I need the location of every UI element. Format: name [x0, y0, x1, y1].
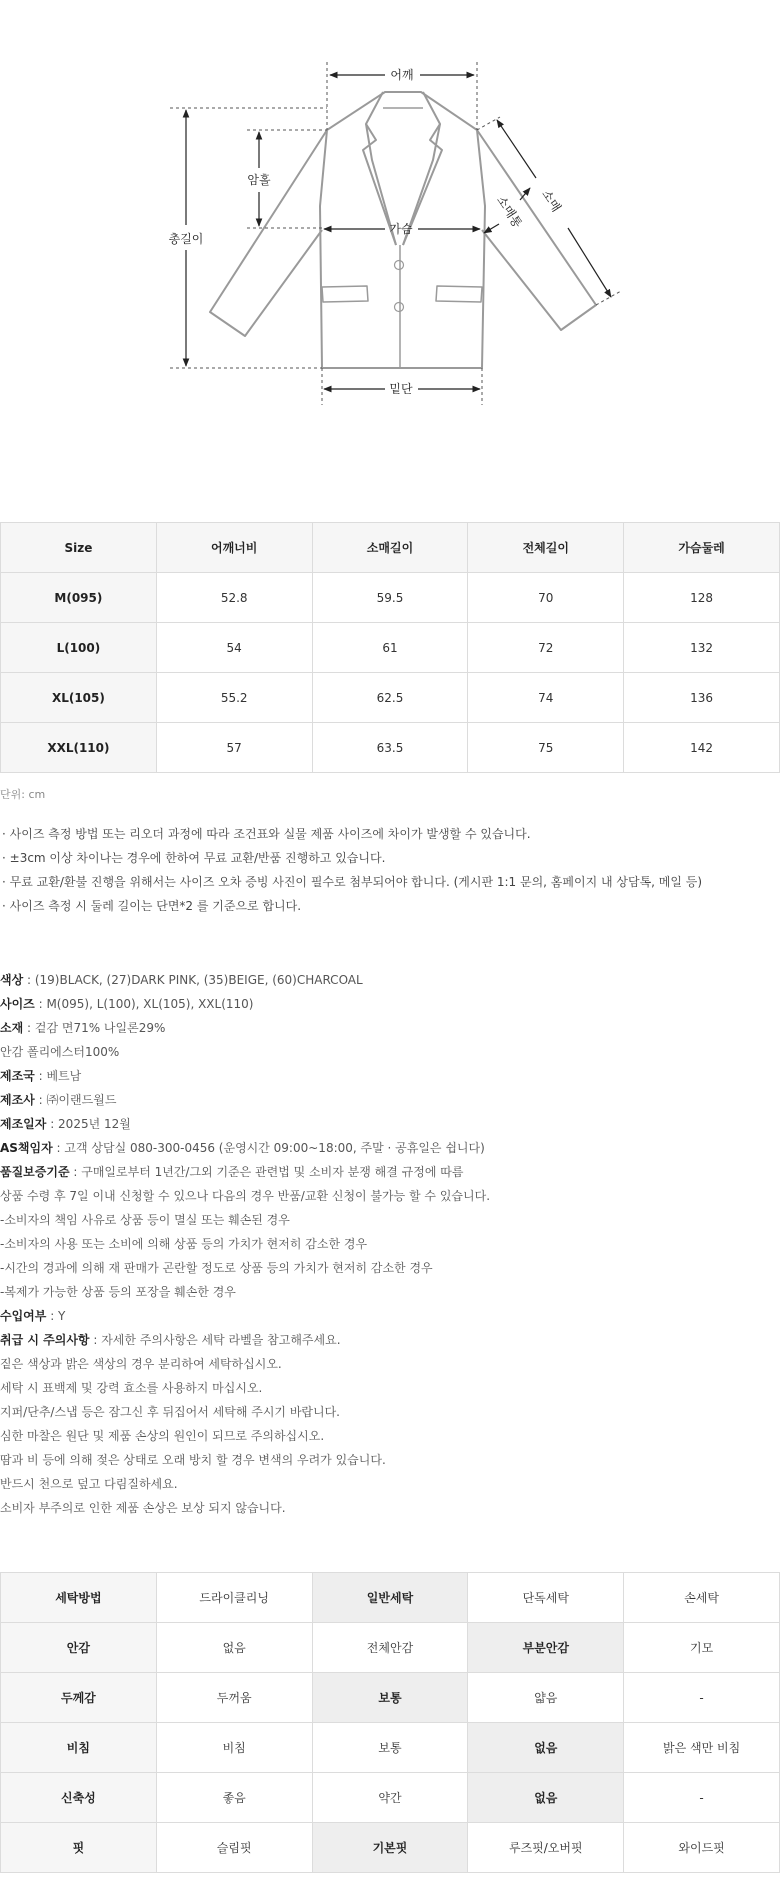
- info-line: [0, 1424, 490, 1448]
- info-line: [0, 992, 490, 1016]
- info-value: 반드시 천으로 덮고 다림질하세요.: [0, 1477, 178, 1491]
- info-value: 세탁 시 표백제 및 강력 효소를 사용하지 마십시오.: [0, 1381, 263, 1395]
- info-value: : Y: [46, 1309, 66, 1323]
- shoulder-label: 어깨: [390, 68, 414, 82]
- size-table: [0, 522, 780, 773]
- care-option: 단독세탁: [468, 1573, 624, 1623]
- info-label: 제조일자: [0, 1117, 47, 1131]
- armhole-label: 암홀: [247, 173, 271, 187]
- info-value: : 자세한 주의사항은 세탁 라벨을 참고해주세요.: [89, 1333, 341, 1347]
- info-line: [0, 1280, 490, 1304]
- info-line: [0, 968, 490, 992]
- value-cell: 136: [624, 673, 780, 723]
- care-attribute-label: 세탁방법: [1, 1573, 157, 1623]
- table-row: [1, 673, 780, 723]
- value-cell: 70: [468, 573, 624, 623]
- care-row: [1, 1723, 780, 1773]
- sleeve-label: 소매: [539, 187, 564, 215]
- info-line: [0, 1016, 490, 1040]
- value-cell: 52.8: [156, 573, 312, 623]
- info-line: [0, 1064, 490, 1088]
- product-info: [0, 968, 490, 1520]
- size-cell: L(100): [1, 623, 157, 673]
- value-cell: 57: [156, 723, 312, 773]
- size-table-header: [1, 523, 780, 573]
- info-value: -시간의 경과에 의해 재 판매가 곤란할 정도로 상품 등의 가치가 현저히 감소한 경우: [0, 1261, 433, 1275]
- info-line: [0, 1328, 490, 1352]
- info-value: 지퍼/단추/스냅 등은 잠그신 후 뒤집어서 세탁해 주시기 바랍니다.: [0, 1405, 340, 1419]
- value-cell: 128: [624, 573, 780, 623]
- chest-label: 가슴: [389, 222, 413, 236]
- care-row: [1, 1823, 780, 1873]
- care-option: 기모: [624, 1623, 780, 1673]
- sleeve-width-label: 소매통: [494, 193, 525, 231]
- info-value: : ㈜이랜드월드: [34, 1093, 117, 1107]
- info-line: [0, 1256, 490, 1280]
- info-line: [0, 1184, 490, 1208]
- info-value: : (19)BLACK, (27)DARK PINK, (35)BEIGE, (60)CHARCOAL: [23, 973, 363, 987]
- value-cell: 142: [624, 723, 780, 773]
- info-value: 심한 마찰은 원단 및 제품 손상의 원인이 되므로 주의하십시오.: [0, 1429, 325, 1443]
- care-option-selected: 일반세탁: [312, 1573, 468, 1623]
- care-option-selected: 보통: [312, 1673, 468, 1723]
- info-line: [0, 1496, 490, 1520]
- table-row: [1, 623, 780, 673]
- value-cell: 63.5: [312, 723, 468, 773]
- info-value: : 2025년 12월: [46, 1117, 131, 1131]
- info-line: [0, 1136, 490, 1160]
- value-cell: 75: [468, 723, 624, 773]
- info-line: [0, 1160, 490, 1184]
- size-cell: XXL(110): [1, 723, 157, 773]
- note-item: · 사이즈 측정 방법 또는 리오더 과정에 따라 조건표와 실물 제품 사이즈에 차이가 발생할 수 있습니다.: [2, 822, 702, 846]
- info-value: 안감 폴리에스터100%: [0, 1045, 120, 1059]
- note-item: · 사이즈 측정 시 둘레 길이는 단면*2 를 기준으로 합니다.: [2, 894, 702, 918]
- info-line: [0, 1472, 490, 1496]
- total-length-label: 총길이: [168, 232, 204, 246]
- info-label: 제조사: [0, 1093, 35, 1107]
- care-option: 비침: [156, 1723, 312, 1773]
- value-cell: 54: [156, 623, 312, 673]
- care-option: 약간: [312, 1773, 468, 1823]
- info-label: 소재: [0, 1021, 24, 1035]
- info-label: 제조국: [0, 1069, 35, 1083]
- care-option-selected: 없음: [468, 1723, 624, 1773]
- info-value: 상품 수령 후 7일 이내 신청할 수 있으나 다음의 경우 반품/교환 신청이 불가능 할 수 있습니다.: [0, 1189, 491, 1203]
- info-label: AS책임자: [0, 1141, 53, 1155]
- info-value: 땀과 비 등에 의해 젖은 상태로 오래 방치 할 경우 변색의 우려가 있습니다.: [0, 1453, 386, 1467]
- care-option-selected: 기본핏: [312, 1823, 468, 1873]
- info-value: : 베트남: [34, 1069, 82, 1083]
- size-cell: M(095): [1, 573, 157, 623]
- info-value: : 구매일로부터 1년간/그외 기준은 관련법 및 소비자 분쟁 해결 규정에 따름: [69, 1165, 464, 1179]
- size-guide-diagram: [0, 0, 780, 430]
- header-cell: 어깨너비: [156, 523, 312, 573]
- care-option-selected: 없음: [468, 1773, 624, 1823]
- care-option: -: [624, 1773, 780, 1823]
- care-option: 드라이클리닝: [156, 1573, 312, 1623]
- value-cell: 62.5: [312, 673, 468, 723]
- care-option: 없음: [156, 1623, 312, 1673]
- care-option: 전체안감: [312, 1623, 468, 1673]
- care-option: 얇음: [468, 1673, 624, 1723]
- care-row: [1, 1623, 780, 1673]
- care-attribute-label: 두께감: [1, 1673, 157, 1723]
- value-cell: 55.2: [156, 673, 312, 723]
- care-option: 손세탁: [624, 1573, 780, 1623]
- header-cell: 소매길이: [312, 523, 468, 573]
- info-line: [0, 1040, 490, 1064]
- info-line: [0, 1232, 490, 1256]
- info-line: [0, 1112, 490, 1136]
- header-cell: Size: [1, 523, 157, 573]
- care-option: 와이드핏: [624, 1823, 780, 1873]
- info-line: [0, 1352, 490, 1376]
- info-label: 품질보증기준: [0, 1165, 70, 1179]
- info-line: [0, 1088, 490, 1112]
- info-label: 색상: [0, 973, 24, 987]
- info-line: [0, 1304, 490, 1328]
- care-table: [0, 1572, 780, 1873]
- size-cell: XL(105): [1, 673, 157, 723]
- header-cell: 전체길이: [468, 523, 624, 573]
- care-attribute-label: 비침: [1, 1723, 157, 1773]
- header-cell: 가슴둘레: [624, 523, 780, 573]
- value-cell: 59.5: [312, 573, 468, 623]
- value-cell: 132: [624, 623, 780, 673]
- info-value: -소비자의 책임 사유로 상품 등이 멸실 또는 훼손된 경우: [0, 1213, 290, 1227]
- care-option: -: [624, 1673, 780, 1723]
- size-notes: [2, 822, 702, 918]
- hem-label: 밑단: [389, 382, 413, 396]
- care-option-selected: 부분안감: [468, 1623, 624, 1673]
- care-option: 슬림핏: [156, 1823, 312, 1873]
- info-value: : M(095), L(100), XL(105), XXL(110): [34, 997, 254, 1011]
- value-cell: 72: [468, 623, 624, 673]
- care-option: 루즈핏/오버핏: [468, 1823, 624, 1873]
- note-item: · 무료 교환/환불 진행을 위해서는 사이즈 오차 증빙 사진이 필수로 첨부되어야 합니다. (게시판 1:1 문의, 홈페이지 내 상담톡, 메일 등): [2, 870, 702, 894]
- info-label: 수입여부: [0, 1309, 47, 1323]
- info-value: : 겉감 면71% 나일론29%: [23, 1021, 166, 1035]
- table-row: [1, 573, 780, 623]
- care-row: [1, 1573, 780, 1623]
- care-attribute-label: 신축성: [1, 1773, 157, 1823]
- care-option: 좋음: [156, 1773, 312, 1823]
- info-value: 짙은 색상과 밝은 색상의 경우 분리하여 세탁하십시오.: [0, 1357, 282, 1371]
- info-line: [0, 1448, 490, 1472]
- info-value: -소비자의 사용 또는 소비에 의해 상품 등의 가치가 현저히 감소한 경우: [0, 1237, 368, 1251]
- info-value: : 고객 상담실 080-300-0456 (운영시간 09:00~18:00, 주말 · 공휴일은 쉽니다): [52, 1141, 485, 1155]
- table-row: [1, 723, 780, 773]
- care-attribute-label: 핏: [1, 1823, 157, 1873]
- care-attribute-label: 안감: [1, 1623, 157, 1673]
- info-line: [0, 1400, 490, 1424]
- info-label: 사이즈: [0, 997, 35, 1011]
- care-option: 밝은 색만 비침: [624, 1723, 780, 1773]
- info-value: 소비자 부주의로 인한 제품 손상은 보상 되지 않습니다.: [0, 1501, 286, 1515]
- unit-note: 단위: cm: [0, 788, 46, 801]
- care-option: 두꺼움: [156, 1673, 312, 1723]
- value-cell: 74: [468, 673, 624, 723]
- info-line: [0, 1208, 490, 1232]
- care-row: [1, 1673, 780, 1723]
- info-line: [0, 1376, 490, 1400]
- note-item: · ±3cm 이상 차이나는 경우에 한하여 무료 교환/반품 진행하고 있습니다.: [2, 846, 702, 870]
- care-option: 보통: [312, 1723, 468, 1773]
- value-cell: 61: [312, 623, 468, 673]
- info-value: -복제가 가능한 상품 등의 포장을 훼손한 경우: [0, 1285, 236, 1299]
- info-label: 취급 시 주의사항: [0, 1333, 90, 1347]
- care-row: [1, 1773, 780, 1823]
